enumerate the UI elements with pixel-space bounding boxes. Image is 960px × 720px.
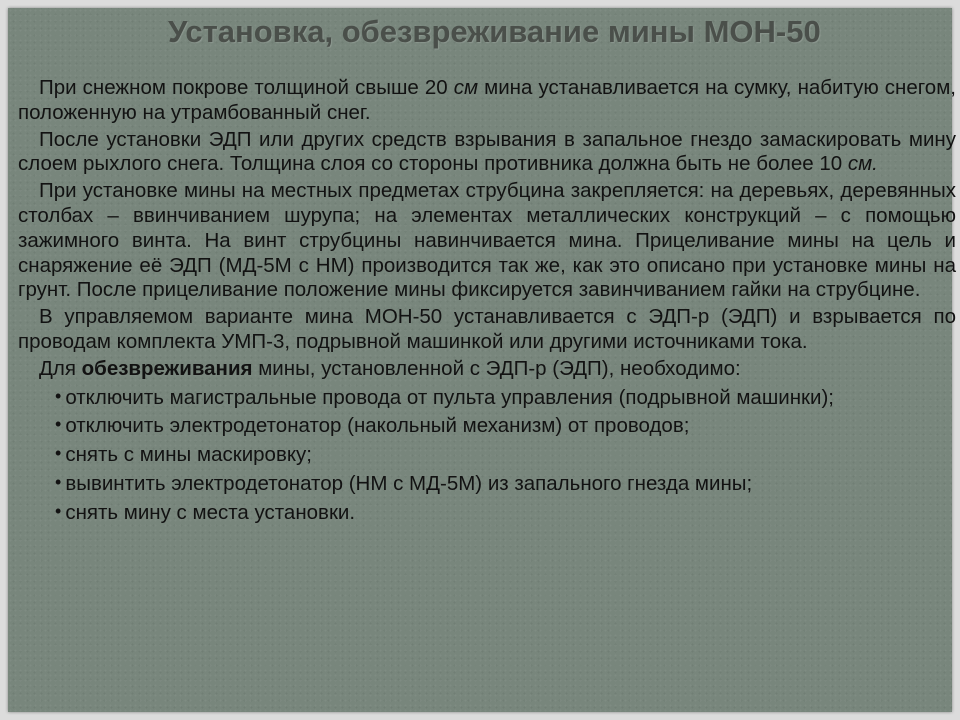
paragraph-text: После установки ЭДП или других средств взрывания в запальное гнездо замаскировать мину слоем рыхлого снега. Толщина слоя со стороны противника должна быть не более 10 — [18, 127, 956, 176]
list-item-text: отключить магистральные провода от пульта управления (подрывной машинки); — [65, 385, 834, 409]
list-item-text: снять с мины маскировку; — [65, 443, 312, 467]
list-item-text: отключить электродетонатор (накольный механизм) от проводов; — [65, 414, 690, 438]
bullet-icon: • — [55, 443, 62, 464]
content-panel — [8, 8, 956, 712]
slide-title: Установка, обезвреживание мины МОН-50 — [168, 14, 821, 49]
list-item — [18, 470, 956, 497]
list-item — [18, 412, 956, 439]
paragraph-clamp-installation: При установке мины на местных предметах струбцина закрепляется: на деревьях, деревянных столбах – ввинчиванием шурупа; на элементах металлических конструкций – с помощью зажимного винта. На винт струбцины навинчивается мина. Прицеливание мины на цель и снаряжение её ЭДП (МД-5М с НМ) производится так же, как это описано при установке мины на грунт. После прицеливание положение мины фиксируется завинчиванием гайки на струбцине. — [18, 179, 956, 302]
list-item — [18, 384, 956, 411]
neutralization-steps-list — [18, 384, 956, 526]
paragraph-text: Для — [39, 356, 82, 380]
list-item-text: вывинтить электродетонатор (НМ с МД-5М) из запального гнезда мины; — [65, 471, 753, 495]
paragraph-text: мина устанавливается на сумку, набитую снегом, положенную на утрамбованный снег. — [18, 76, 956, 124]
unit-text: см — [453, 76, 479, 99]
slide-body — [18, 76, 956, 526]
emphasis-text: обезвреживания — [81, 356, 253, 380]
bullet-icon: • — [55, 471, 62, 492]
bullet-icon: • — [55, 414, 62, 435]
paragraph-snow-cover — [18, 76, 956, 126]
paragraph-neutralization-intro — [18, 357, 956, 382]
paragraph-controlled-variant: В управляемом варианте мина МОН-50 устанавливается с ЭДП-р (ЭДП) и взрывается по проводам комплекта УМП-3, подрывной машинкой или другими источниками тока. — [18, 305, 956, 353]
list-item — [18, 441, 956, 468]
paragraph-masking — [18, 128, 956, 178]
paragraph-text: мины, установленной с ЭДП-р (ЭДП), необходимо: — [252, 356, 741, 380]
bullet-icon: • — [55, 500, 62, 521]
unit-text: см. — [847, 152, 878, 176]
paragraph-text: При снежном покрове толщиной свыше 20 — [39, 76, 454, 99]
bullet-icon: • — [55, 385, 62, 406]
list-item — [18, 499, 956, 526]
list-item-text: снять мину с места установки. — [65, 500, 356, 524]
